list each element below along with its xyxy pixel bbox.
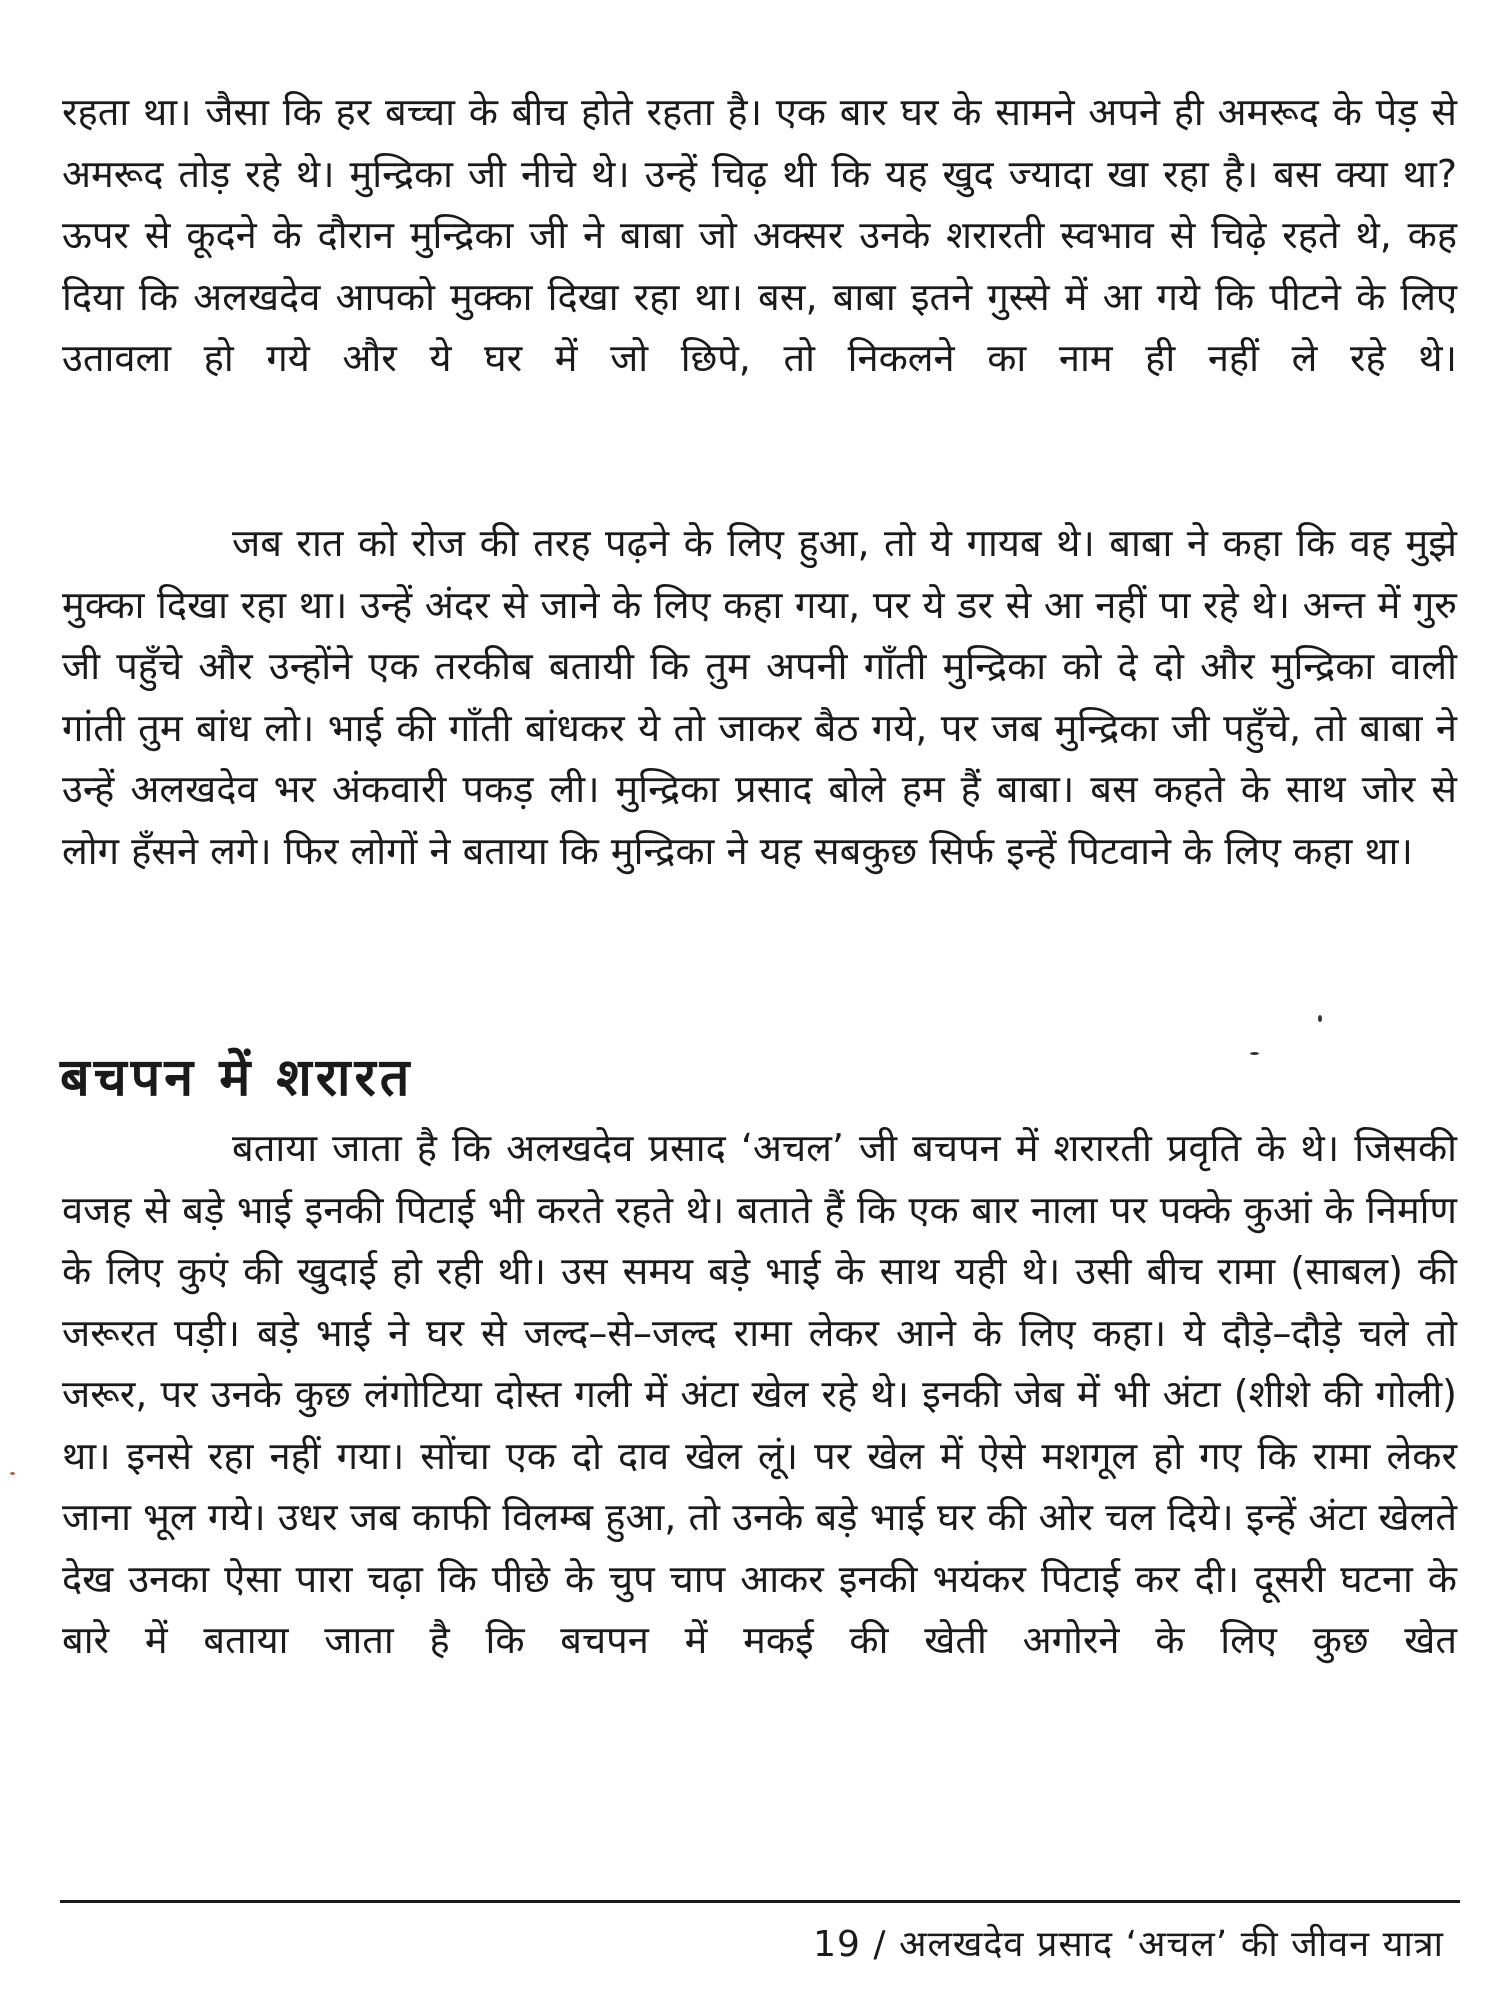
body-paragraph-1: रहता था। जैसा कि हर बच्चा के बीच होते रहता है। एक बार घर के सामने अपने ही अमरूद के पेड़ से अमरूद तोड़ रहे थे। मुन्द्रिका जी नीचे थे। उन्हें चिढ़ थी कि यह खुद ज्यादा खा रहा है। बस क्या था? ऊपर से कूदने के दौरान मुन्द्रिका जी ने बाबा जो अक्सर उनके शरारती स्वभाव से चिढ़े रहते थे, कह दिया कि अलखदेव आपको मुक्का दिखा रहा था। बस, बाबा इतने गुस्से में आ गये कि पीटने के लिए उतावला हो गये और ये घर में जो छिपे, तो निकलने का नाम ही नहीं ले रहे थे। [62,90,1457,380]
footer-rule [60,1900,1460,1903]
section-heading: बचपन में शरारत [60,1048,414,1108]
footer-separator: / [873,1924,887,1965]
section-paragraph: बताया जाता है कि अलखदेव प्रसाद ‘अचल’ जी बचपन में शरारती प्रवृति के थे। जिसकी वजह से बड़े भाई इनकी पिटाई भी करते रहते थे। बताते हैं कि एक बार नाला पर पक्के कुआं के निर्माण के लिए कुएं की खुदाई हो रही थी। उस समय बड़े भाई के साथ यही थे। उसी बीच रामा (साबल) की जरूरत पड़ी। बड़े भाई ने घर से जल्द–से–जल्द रामा लेकर आने के लिए कहा। ये दौड़े–दौड़े चले तो जरूर, पर उनके कुछ लंगोटिया दोस्त गली में अंटा खेल रहे थे। इनकी जेब में भी अंटा (शीशे की गोली) था। इनसे रहा नहीं गया। सोंचा एक दो दाव खेल लूं। पर खेल में ऐसे मशगूल हो गए कि रामा लेकर जाना भूल गये। उधर जब काफी विलम्ब हुआ, तो उनके बड़े भाई घर की ओर चल दिये। इन्हें अंटा खेलते देख उनका ऐसा पारा चढ़ा कि पीछे के चुप चाप आकर इनकी भयंकर पिटाई कर दी। दूसरी घटना के बारे में बताया जाता है कि बचपन में मकई की खेती अगोरने के लिए कुछ खेत [62,1126,1457,1662]
body-paragraph-2: जब रात को रोज की तरह पढ़ने के लिए हुआ, तो ये गायब थे। बाबा ने कहा कि वह मुझे मुक्का दिखा रहा था। उन्हें अंदर से जाने के लिए कहा गया, पर ये डर से आ नहीं पा रहे थे। अन्त में गुरु जी पहुँचे और उन्होंने एक तरकीब बतायी कि तुम अपनी गाँती मुन्द्रिका को दे दो और मुन्द्रिका वाली गांती तुम बांध लो। भाई की गाँती बांधकर ये तो जाकर बैठ गये, पर जब मुन्द्रिका जी पहुँचे, तो बाबा ने उन्हें अलखदेव भर अंकवारी पकड़ ली। मुन्द्रिका प्रसाद बोले हम हैं बाबा। बस कहते के साथ जोर से लोग हँसने लगे। फिर लोगों ने बताया कि मुन्द्रिका ने यह सबकुछ सिर्फ इन्हें पिटवाने के लिए कहा था। [62,521,1457,873]
scan-speck [10,1472,15,1475]
page-footer [813,1918,1444,1967]
book-title: अलखदेव प्रसाद ‘अचल’ की जीवन यात्रा [898,1924,1444,1965]
scan-speck [1318,1015,1322,1022]
page-number: 19 [813,1924,861,1965]
scan-speck [1250,1052,1259,1055]
